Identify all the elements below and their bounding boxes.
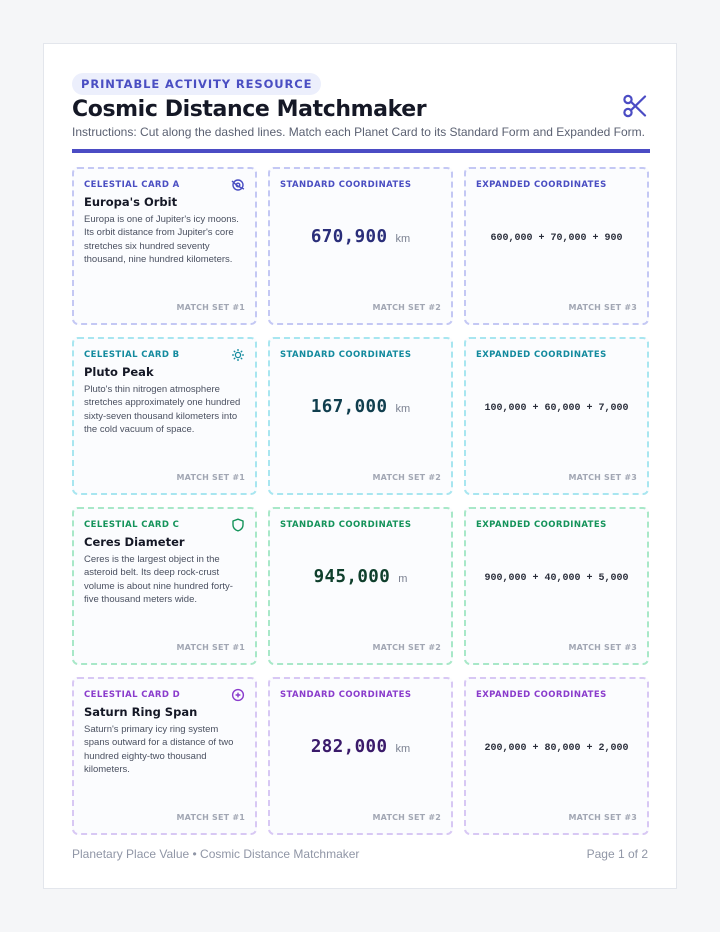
unit-label: km — [395, 743, 411, 755]
card-title: Pluto Peak — [84, 365, 154, 379]
match-set-label: MATCH SET #3 — [568, 643, 637, 652]
page-number: Page 1 of 2 — [586, 847, 648, 861]
card-label: STANDARD COORDINATES — [280, 690, 412, 700]
card-label: CELESTIAL CARD C — [84, 520, 180, 530]
card-label: EXPANDED COORDINATES — [476, 350, 607, 360]
match-set-label: MATCH SET #1 — [176, 813, 245, 822]
card-label: EXPANDED COORDINATES — [476, 180, 607, 190]
unit-label: km — [395, 403, 411, 415]
header-divider — [72, 149, 650, 153]
resource-badge: PRINTABLE ACTIVITY RESOURCE — [72, 73, 321, 95]
shield-icon — [231, 518, 245, 532]
planet-card[interactable] — [72, 507, 257, 665]
footer-title: Planetary Place Value • Cosmic Distance Matchmaker — [72, 847, 360, 861]
standard-form-card[interactable] — [268, 677, 453, 835]
expanded-value: 100,000 + 60,000 + 7,000 — [484, 403, 629, 414]
match-set-label: MATCH SET #1 — [176, 473, 245, 482]
planet-card[interactable] — [72, 337, 257, 495]
card-label: CELESTIAL CARD B — [84, 350, 180, 360]
match-set-label: MATCH SET #2 — [372, 643, 441, 652]
expanded-value: 900,000 + 40,000 + 5,000 — [484, 573, 629, 584]
standard-value: 167,000 — [310, 397, 388, 417]
card-label: STANDARD COORDINATES — [280, 520, 412, 530]
match-set-label: MATCH SET #2 — [372, 303, 441, 312]
scissors-icon[interactable] — [622, 93, 648, 119]
worksheet-page — [43, 43, 677, 889]
match-set-label: MATCH SET #1 — [176, 643, 245, 652]
unit-label: km — [395, 233, 411, 245]
card-description: Pluto's thin nitrogen atmosphere stretches approximately one hundred sixty-seven thousand kilometers into the cold vacuum of space. — [84, 384, 241, 435]
expanded-form-card[interactable] — [464, 507, 649, 665]
planet-card[interactable] — [72, 677, 257, 835]
standard-value: 945,000 — [313, 567, 391, 587]
match-set-label: MATCH SET #3 — [568, 303, 637, 312]
card-title: Europa's Orbit — [84, 195, 178, 209]
sun-icon — [231, 348, 245, 362]
expanded-value: 200,000 + 80,000 + 2,000 — [484, 743, 629, 754]
match-set-label: MATCH SET #2 — [372, 473, 441, 482]
card-label: EXPANDED COORDINATES — [476, 520, 607, 530]
card-label: EXPANDED COORDINATES — [476, 690, 607, 700]
page-title: Cosmic Distance Matchmaker — [72, 97, 427, 122]
match-set-label: MATCH SET #3 — [568, 813, 637, 822]
instructions-text: Instructions: Cut along the dashed lines. Match each Planet Card to its Standard Form and Expanded Form. — [72, 125, 645, 139]
card-description: Ceres is the largest object in the asteroid belt. Its deep rock-crust volume is about nine hundred forty-five thousand meters wide. — [84, 554, 233, 605]
planet-card[interactable] — [72, 167, 257, 325]
standard-form-card[interactable] — [268, 337, 453, 495]
expanded-form-card[interactable] — [464, 167, 649, 325]
card-description: Europa is one of Jupiter's icy moons. Its orbit distance from Jupiter's core stretches six hundred seventy thousand, nine hundred kilometers. — [84, 214, 239, 265]
plus-circle-icon — [231, 688, 245, 702]
standard-value: 670,900 — [310, 227, 388, 247]
standard-value: 282,000 — [310, 737, 388, 757]
standard-form-card[interactable] — [268, 507, 453, 665]
orbit-icon — [231, 178, 245, 192]
card-title: Saturn Ring Span — [84, 705, 198, 719]
card-title: Ceres Diameter — [84, 535, 185, 549]
card-label: CELESTIAL CARD A — [84, 180, 180, 190]
card-label: STANDARD COORDINATES — [280, 350, 412, 360]
expanded-value: 600,000 + 70,000 + 900 — [490, 233, 623, 244]
card-description: Saturn's primary icy ring system spans outward for a distance of two hundred eighty-two thousand kilometers. — [84, 724, 234, 775]
match-set-label: MATCH SET #1 — [176, 303, 245, 312]
match-set-label: MATCH SET #3 — [568, 473, 637, 482]
standard-form-card[interactable] — [268, 167, 453, 325]
expanded-form-card[interactable] — [464, 677, 649, 835]
card-label: CELESTIAL CARD D — [84, 690, 181, 700]
expanded-form-card[interactable] — [464, 337, 649, 495]
unit-label: m — [398, 573, 408, 585]
card-label: STANDARD COORDINATES — [280, 180, 412, 190]
match-set-label: MATCH SET #2 — [372, 813, 441, 822]
